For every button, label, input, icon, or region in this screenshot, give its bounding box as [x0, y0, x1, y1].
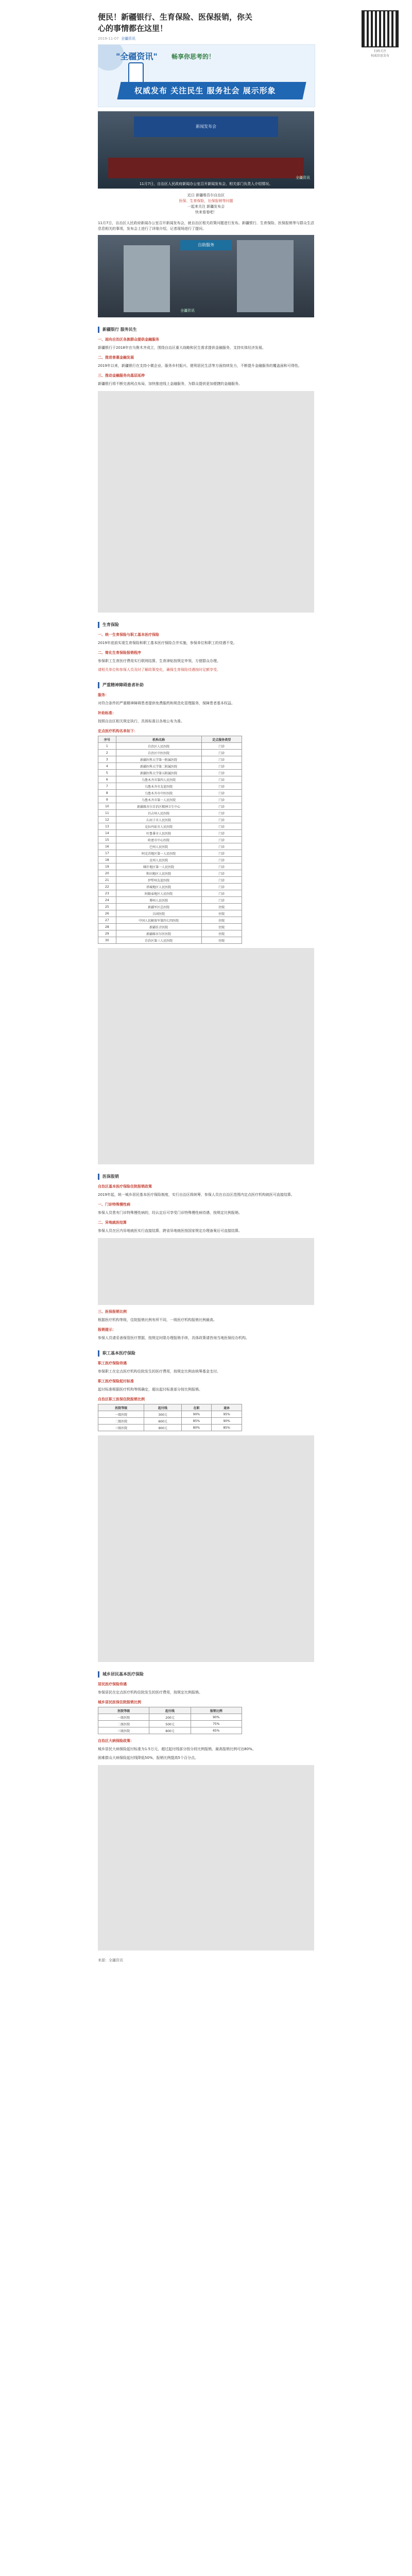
table-cell: 门诊: [201, 783, 242, 790]
table-body: [98, 1411, 242, 1431]
table-cell: 三级医院: [98, 1727, 149, 1734]
article-source-link[interactable]: 全疆资讯: [121, 37, 136, 41]
table-body: [98, 743, 242, 944]
sec3-text2: 按照自治区相关规定执行，具体标准以各地公布为准。: [98, 719, 184, 723]
table-header-cell: 医院等级: [98, 1707, 149, 1714]
sec4-text3: 参保人员在区内异地就医实行直接结算，跨省异地就医按国家规定办理备案后可直接结算。: [98, 1229, 242, 1233]
sec4-sub1: 自治区基本医疗保险住院报销政策: [98, 1184, 152, 1189]
table-cell: 24: [98, 897, 116, 904]
table-cell: 乌鲁木齐市中医医院: [116, 790, 201, 796]
table-cell: 75%: [191, 1721, 242, 1727]
table-cell: 21: [98, 877, 116, 884]
table-row: [98, 850, 242, 857]
press-conference-photo: [98, 111, 314, 189]
table-cell: 新疆医科大学第二附属医院: [116, 763, 201, 770]
intro-paragraph: 11月7日，自治区人民政府新闻办公室召开新闻发布会，就自治区相关政策问题进行发布。新疆银行、生育保险、医保报销等与群众生活息息相关的事项，发布会上进行了详细介绍，记者现场进行了提问。: [98, 221, 314, 231]
atm-sign: 自助服务: [180, 240, 232, 250]
table-cell: 门诊: [201, 870, 242, 877]
table-header-cell: 定点服务类型: [201, 736, 242, 743]
table-cell: 塔城地区人民医院: [116, 884, 201, 890]
table-cell: 19: [98, 863, 116, 870]
brand-banner: [98, 44, 315, 107]
table-cell: 乌鲁木齐市第四人民医院: [116, 776, 201, 783]
table-row: [98, 1425, 242, 1431]
table-cell: 门诊: [201, 817, 242, 823]
table-cell: 500元: [149, 1721, 191, 1727]
sec5-text1: 参保职工在定点医疗机构住院发生的医疗费用，按规定比例由统筹基金支付。: [98, 1369, 220, 1374]
table-row: [98, 917, 242, 924]
table-cell: 门诊: [201, 897, 242, 904]
sec4-text4: 根据医疗机构等级，住院报销比例有所不同，一级医疗机构报销比例最高。: [98, 1318, 217, 1322]
table-cell: 一级医院: [98, 1411, 144, 1418]
sec4-text1: 2019年起，统一城乡居民基本医疗保险制度，实行自治区级统筹，参保人员在自治区范围内定点医疗机构就医可直接结算。: [98, 1193, 295, 1197]
table-cell: 900元: [144, 1425, 181, 1431]
table-cell: 2: [98, 750, 116, 756]
table-cell: 11: [98, 810, 116, 817]
table-cell: 门诊: [201, 790, 242, 796]
article-meta: [98, 36, 314, 41]
table-cell: 门诊: [201, 750, 242, 756]
photo-caption: 11月7日，自治区人民政府新闻办公室召开新闻发布会，相关部门负责人介绍情况。: [139, 182, 273, 186]
table-cell: 门诊: [201, 796, 242, 803]
table-row: [98, 1727, 242, 1734]
table-header-cell: 机构名称: [116, 736, 201, 743]
image-placeholder-3: [98, 1238, 314, 1305]
table-cell: 门诊: [201, 756, 242, 763]
table-row: [98, 776, 242, 783]
bank-atm-photo: [98, 235, 314, 317]
table-header-cell: 在职: [181, 1404, 212, 1411]
atm-right: [237, 240, 294, 312]
table-cell: 乌鲁木齐市第一人民医院: [116, 796, 201, 803]
table-header-cell: 退休: [212, 1404, 242, 1411]
table-cell: 18: [98, 857, 116, 863]
sec4-sub2: 一、门诊特殊慢性病: [98, 1202, 130, 1207]
article: [98, 0, 314, 1963]
table-cell: 吐鲁番市人民医院: [116, 830, 201, 837]
table-cell: 石河子市人民医院: [116, 817, 201, 823]
table-row: [98, 904, 242, 910]
sec4-text5: 参保人员请妥善保管医疗票据，按规定时限办理报销手续，具体政策请咨询当地医保经办机构。: [98, 1336, 249, 1340]
table-row: [98, 817, 242, 823]
sec4-sub3: 二、异地就医结算: [98, 1221, 127, 1225]
banner-slogan: 权威发布 关注民生 服务社会 展示形象: [134, 86, 276, 95]
sec6-sub1: 自治区大病保险政策：: [98, 1739, 134, 1743]
table-row: [98, 830, 242, 837]
table-cell: 13: [98, 823, 116, 830]
sec1-text3: 新疆银行将不断完善网点布局，加快推进线上金融服务，为群众提供更加便捷的金融服务。: [98, 382, 242, 386]
table-row: [98, 770, 242, 776]
table-cell: 27: [98, 917, 116, 924]
banner-tagline: 畅享你思考的！: [171, 53, 215, 60]
image-placeholder-4: [98, 1435, 314, 1662]
table-row: [98, 837, 242, 843]
table-header-cell: 序号: [98, 736, 116, 743]
article-title: 便民！新疆银行、生育保险、医保报销，你关心的事情都在这里！: [98, 12, 253, 33]
table-row: [98, 823, 242, 830]
table-cell: 90%: [191, 1714, 242, 1721]
table-row: [98, 796, 242, 803]
table-cell: 新疆维吾尔医医院: [116, 930, 201, 937]
table-row: [98, 857, 242, 863]
table-cell: 90%: [212, 1418, 242, 1425]
atm-left: [124, 245, 170, 312]
table-row: [98, 937, 242, 944]
section-title-employee-insurance: 职工基本医疗保险: [98, 1350, 314, 1357]
sec5-red2: 职工医疗保险起付标准: [98, 1379, 134, 1383]
table-row: [98, 910, 242, 917]
table-header-cell: 起付线: [149, 1707, 191, 1714]
table-cell: 一级医院: [98, 1714, 149, 1721]
table-cell: 95%: [212, 1411, 242, 1418]
table-cell: 14: [98, 830, 116, 837]
sec1-sub1: 一、面向自治区各族群众提供金融服务: [98, 337, 159, 342]
table-row: [98, 763, 242, 770]
table-cell: 和田地区人民医院: [116, 870, 201, 877]
image-placeholder-5: [98, 1765, 314, 1951]
table-header: [98, 736, 242, 743]
table-cell: 二级医院: [98, 1721, 149, 1727]
table-cell: 克拉玛依市人民医院: [116, 823, 201, 830]
section-title-mental-health: 严重精神障碍患者补助: [98, 682, 314, 688]
table-cell: 二级医院: [98, 1418, 144, 1425]
table-cell: 三级医院: [98, 1425, 144, 1431]
table-body: [98, 1714, 242, 1734]
sec4-sub4: 三、医保报销比例: [98, 1310, 127, 1314]
table-row: [98, 810, 242, 817]
table-cell: 1: [98, 743, 116, 750]
table-cell: 门诊: [201, 850, 242, 857]
table-cell: 门诊: [201, 763, 242, 770]
table-cell: 17: [98, 850, 116, 857]
intro-line4: 快来看看吧！: [195, 210, 217, 214]
sec2-text2: 参保职工生育医疗费用实行联网结算，生育津贴按规定申领，方便群众办理。: [98, 659, 220, 663]
table-cell: 5: [98, 770, 116, 776]
table-cell: 兵团医院: [116, 910, 201, 917]
screen-text: 新闻发布会: [196, 124, 216, 129]
qr-code-panel: [362, 10, 399, 58]
table-cell: 15: [98, 837, 116, 843]
table-cell: 自治区人民医院: [116, 743, 201, 750]
table-cell: 300元: [144, 1411, 181, 1418]
table-cell: 住院: [201, 917, 242, 924]
table-cell: 23: [98, 890, 116, 897]
table-cell: 门诊: [201, 823, 242, 830]
sec3-sub1: 服务：: [98, 693, 109, 697]
table-cell: 8: [98, 790, 116, 796]
table-cell: 门诊: [201, 857, 242, 863]
table-header-cell: 起付线: [144, 1404, 181, 1411]
table-cell: 门诊: [201, 770, 242, 776]
table-cell: 巴州人民医院: [116, 843, 201, 850]
table-cell: 28: [98, 924, 116, 930]
table-cell: 住院: [201, 904, 242, 910]
table-row: [98, 890, 242, 897]
table-cell: 住院: [201, 910, 242, 917]
sec2-text1: 2019年底前实现生育保险和职工基本医疗保险合并实施，参保单位和职工的待遇不变。: [98, 641, 237, 645]
sec3-text1: 对符合条件的严重精神障碍患者提供免费服药和规范化管理服务，保障患者基本权益。: [98, 701, 235, 705]
sec1-sub2: 二、推进普惠金融发展: [98, 355, 134, 360]
table-cell: 哈密市中心医院: [116, 837, 201, 843]
table-cell: 85%: [212, 1425, 242, 1431]
table-cell: 600元: [144, 1418, 181, 1425]
table-cell: 3: [98, 756, 116, 763]
article-date: 2019-11-07: [98, 37, 119, 41]
table-row: [98, 924, 242, 930]
table-cell: 门诊: [201, 830, 242, 837]
sec4-text2: 参保人员患有门诊特殊慢性病的，经认定后可享受门诊特殊慢性病待遇，按规定比例报销。: [98, 1211, 242, 1215]
table-cell: 9: [98, 796, 116, 803]
banner-brand: "全疆资讯": [116, 52, 158, 61]
table-row: [98, 870, 242, 877]
table-header-cell: 报销比例: [191, 1707, 242, 1714]
conference-table: [108, 158, 304, 178]
table-row: [98, 750, 242, 756]
qr-code-image[interactable]: [362, 10, 399, 47]
table-row: [98, 1714, 242, 1721]
table-cell: 门诊: [201, 803, 242, 810]
table-cell: 30: [98, 937, 116, 944]
institution-table: [98, 736, 242, 944]
table-cell: 12: [98, 817, 116, 823]
sec1-sub3: 三、推动金融服务向基层延伸: [98, 374, 145, 378]
table-cell: 22: [98, 884, 116, 890]
section-title-bank: 新疆银行 服务民生: [98, 327, 314, 333]
table-row: [98, 877, 242, 884]
table-cell: 阿克苏地区第一人民医院: [116, 850, 201, 857]
sec6-text2: 城乡居民大病保险起付标准为1.5万元，超过起付线部分按分段比例报销，最高报销比例可达80%。: [98, 1747, 256, 1751]
table-cell: 新疆佳音医院: [116, 924, 201, 930]
table-cell: 门诊: [201, 743, 242, 750]
sec4-sub5: 报销提示：: [98, 1328, 116, 1332]
intro-line1: 近日 新疆维吾尔自治区: [187, 193, 225, 197]
intro-block: [98, 193, 314, 215]
resident-rate-table: [98, 1707, 242, 1734]
table-row: [98, 863, 242, 870]
conference-screen: [134, 116, 278, 137]
table-cell: 门诊: [201, 890, 242, 897]
table-cell: 门诊: [201, 837, 242, 843]
footer-source: 来源：全疆资讯: [98, 1958, 123, 1962]
section-title-resident-insurance: 城乡居民基本医疗保险: [98, 1671, 314, 1677]
table-cell: 住院: [201, 930, 242, 937]
sec1-text1: 新疆银行于2018年在乌鲁木齐成立，围绕自治区重大战略和民生需求提供金融服务，支持实体经济发展。: [98, 346, 266, 350]
table-header: [98, 1707, 242, 1714]
table-cell: 门诊: [201, 877, 242, 884]
sec1-text2: 2019年以来，新疆银行在支持小微企业、服务乡村振兴、便利居民生活等方面持续发力，不断提升金融服务的覆盖面和可得性。: [98, 364, 302, 368]
table-cell: 6: [98, 776, 116, 783]
table-header: [98, 1404, 242, 1411]
intro-line3: 一起来关注 新疆发布会: [187, 205, 225, 209]
table-cell: 80%: [181, 1425, 212, 1431]
table-cell: 阿勒泰地区人民医院: [116, 890, 201, 897]
table-row: [98, 930, 242, 937]
table-cell: 65%: [191, 1727, 242, 1734]
image-placeholder-2: [98, 948, 314, 1164]
table-cell: 住院: [201, 924, 242, 930]
table-row: [98, 897, 242, 904]
sec3-sub2: 补助标准：: [98, 711, 116, 715]
table-cell: 中国人民解放军第四七四医院: [116, 917, 201, 924]
table-cell: 昌吉州人民医院: [116, 810, 201, 817]
sec2-sub2: 二、简化生育保险报销程序: [98, 651, 141, 655]
sec2-text3: 请相关单位和参保人员及时了解政策变化，确保生育保险待遇按时足额享受。: [98, 668, 220, 672]
table-row: [98, 790, 242, 796]
table-row: [98, 783, 242, 790]
sec6-red1: 居民医疗保险待遇: [98, 1682, 127, 1686]
table-cell: 伊犁州友谊医院: [116, 877, 201, 884]
table-cell: 自治区中医医院: [116, 750, 201, 756]
table-row: [98, 884, 242, 890]
table-cell: 新疆维吾尔自治区精神卫生中心: [116, 803, 201, 810]
table-row: [98, 1411, 242, 1418]
table-cell: 乌鲁木齐市友谊医院: [116, 783, 201, 790]
table-cell: 门诊: [201, 884, 242, 890]
table-cell: 20: [98, 870, 116, 877]
intro-line2: 医保、生育保险，社保报销等问题: [179, 199, 233, 203]
sec5-red1: 职工医疗保险待遇: [98, 1361, 127, 1365]
table-cell: 90%: [181, 1411, 212, 1418]
image-placeholder-1: [98, 391, 314, 613]
table-cell: 25: [98, 904, 116, 910]
table-cell: 16: [98, 843, 116, 850]
qr-caption: 扫码关注 权威信息发布: [370, 49, 389, 58]
table-cell: 85%: [181, 1418, 212, 1425]
sec6-text3: 困难群众大病保险起付线降低50%，报销比例提高5个百分点。: [98, 1756, 199, 1760]
table-row: [98, 803, 242, 810]
table-cell: 26: [98, 910, 116, 917]
table-cell: 门诊: [201, 776, 242, 783]
table-cell: 7: [98, 783, 116, 790]
table-cell: 10: [98, 803, 116, 810]
table-cell: 门诊: [201, 863, 242, 870]
table-row: [98, 1418, 242, 1425]
section-title-maternity: 生育保险: [98, 622, 314, 628]
table-cell: 200元: [149, 1714, 191, 1721]
table-cell: 门诊: [201, 843, 242, 850]
sec5-table-caption: 自治区职工医保住院报销比例: [98, 1397, 145, 1401]
table-cell: 新疆医科大学第一附属医院: [116, 756, 201, 763]
table-cell: 博州人民医院: [116, 897, 201, 904]
table-row: [98, 743, 242, 750]
table-cell: 门诊: [201, 810, 242, 817]
table-cell: 800元: [149, 1727, 191, 1734]
table-row: [98, 756, 242, 763]
photo2-watermark: 全疆资讯: [180, 309, 195, 313]
table-cell: 喀什地区第一人民医院: [116, 863, 201, 870]
table-header-cell: 医院等级: [98, 1404, 144, 1411]
table-cell: 4: [98, 763, 116, 770]
photo-watermark: 全疆资讯: [296, 176, 310, 180]
sec6-table-caption: 城乡居民医保住院报销比例: [98, 1700, 141, 1704]
table-cell: 克州人民医院: [116, 857, 201, 863]
employee-rate-table: [98, 1404, 242, 1431]
sec2-sub1: 一、统一生育保险与职工基本医疗保险: [98, 633, 159, 637]
table-cell: 住院: [201, 937, 242, 944]
sec5-text2: 起付标准根据医疗机构等级确定，超出起付标准部分按比例报销。: [98, 1387, 202, 1392]
table-cell: 新疆医科大学第五附属医院: [116, 770, 201, 776]
table-row: [98, 843, 242, 850]
table-cell: 新疆军区总医院: [116, 904, 201, 910]
section-title-medical-insurance: 医保报销: [98, 1174, 314, 1180]
table-cell: 自治区第三人民医院: [116, 937, 201, 944]
sec6-text1: 参保居民在定点医疗机构住院发生的医疗费用，按规定比例报销。: [98, 1690, 202, 1694]
sec3-sub3: 定点医疗机构名单如下：: [98, 729, 138, 733]
table-row: [98, 1721, 242, 1727]
table-cell: 29: [98, 930, 116, 937]
